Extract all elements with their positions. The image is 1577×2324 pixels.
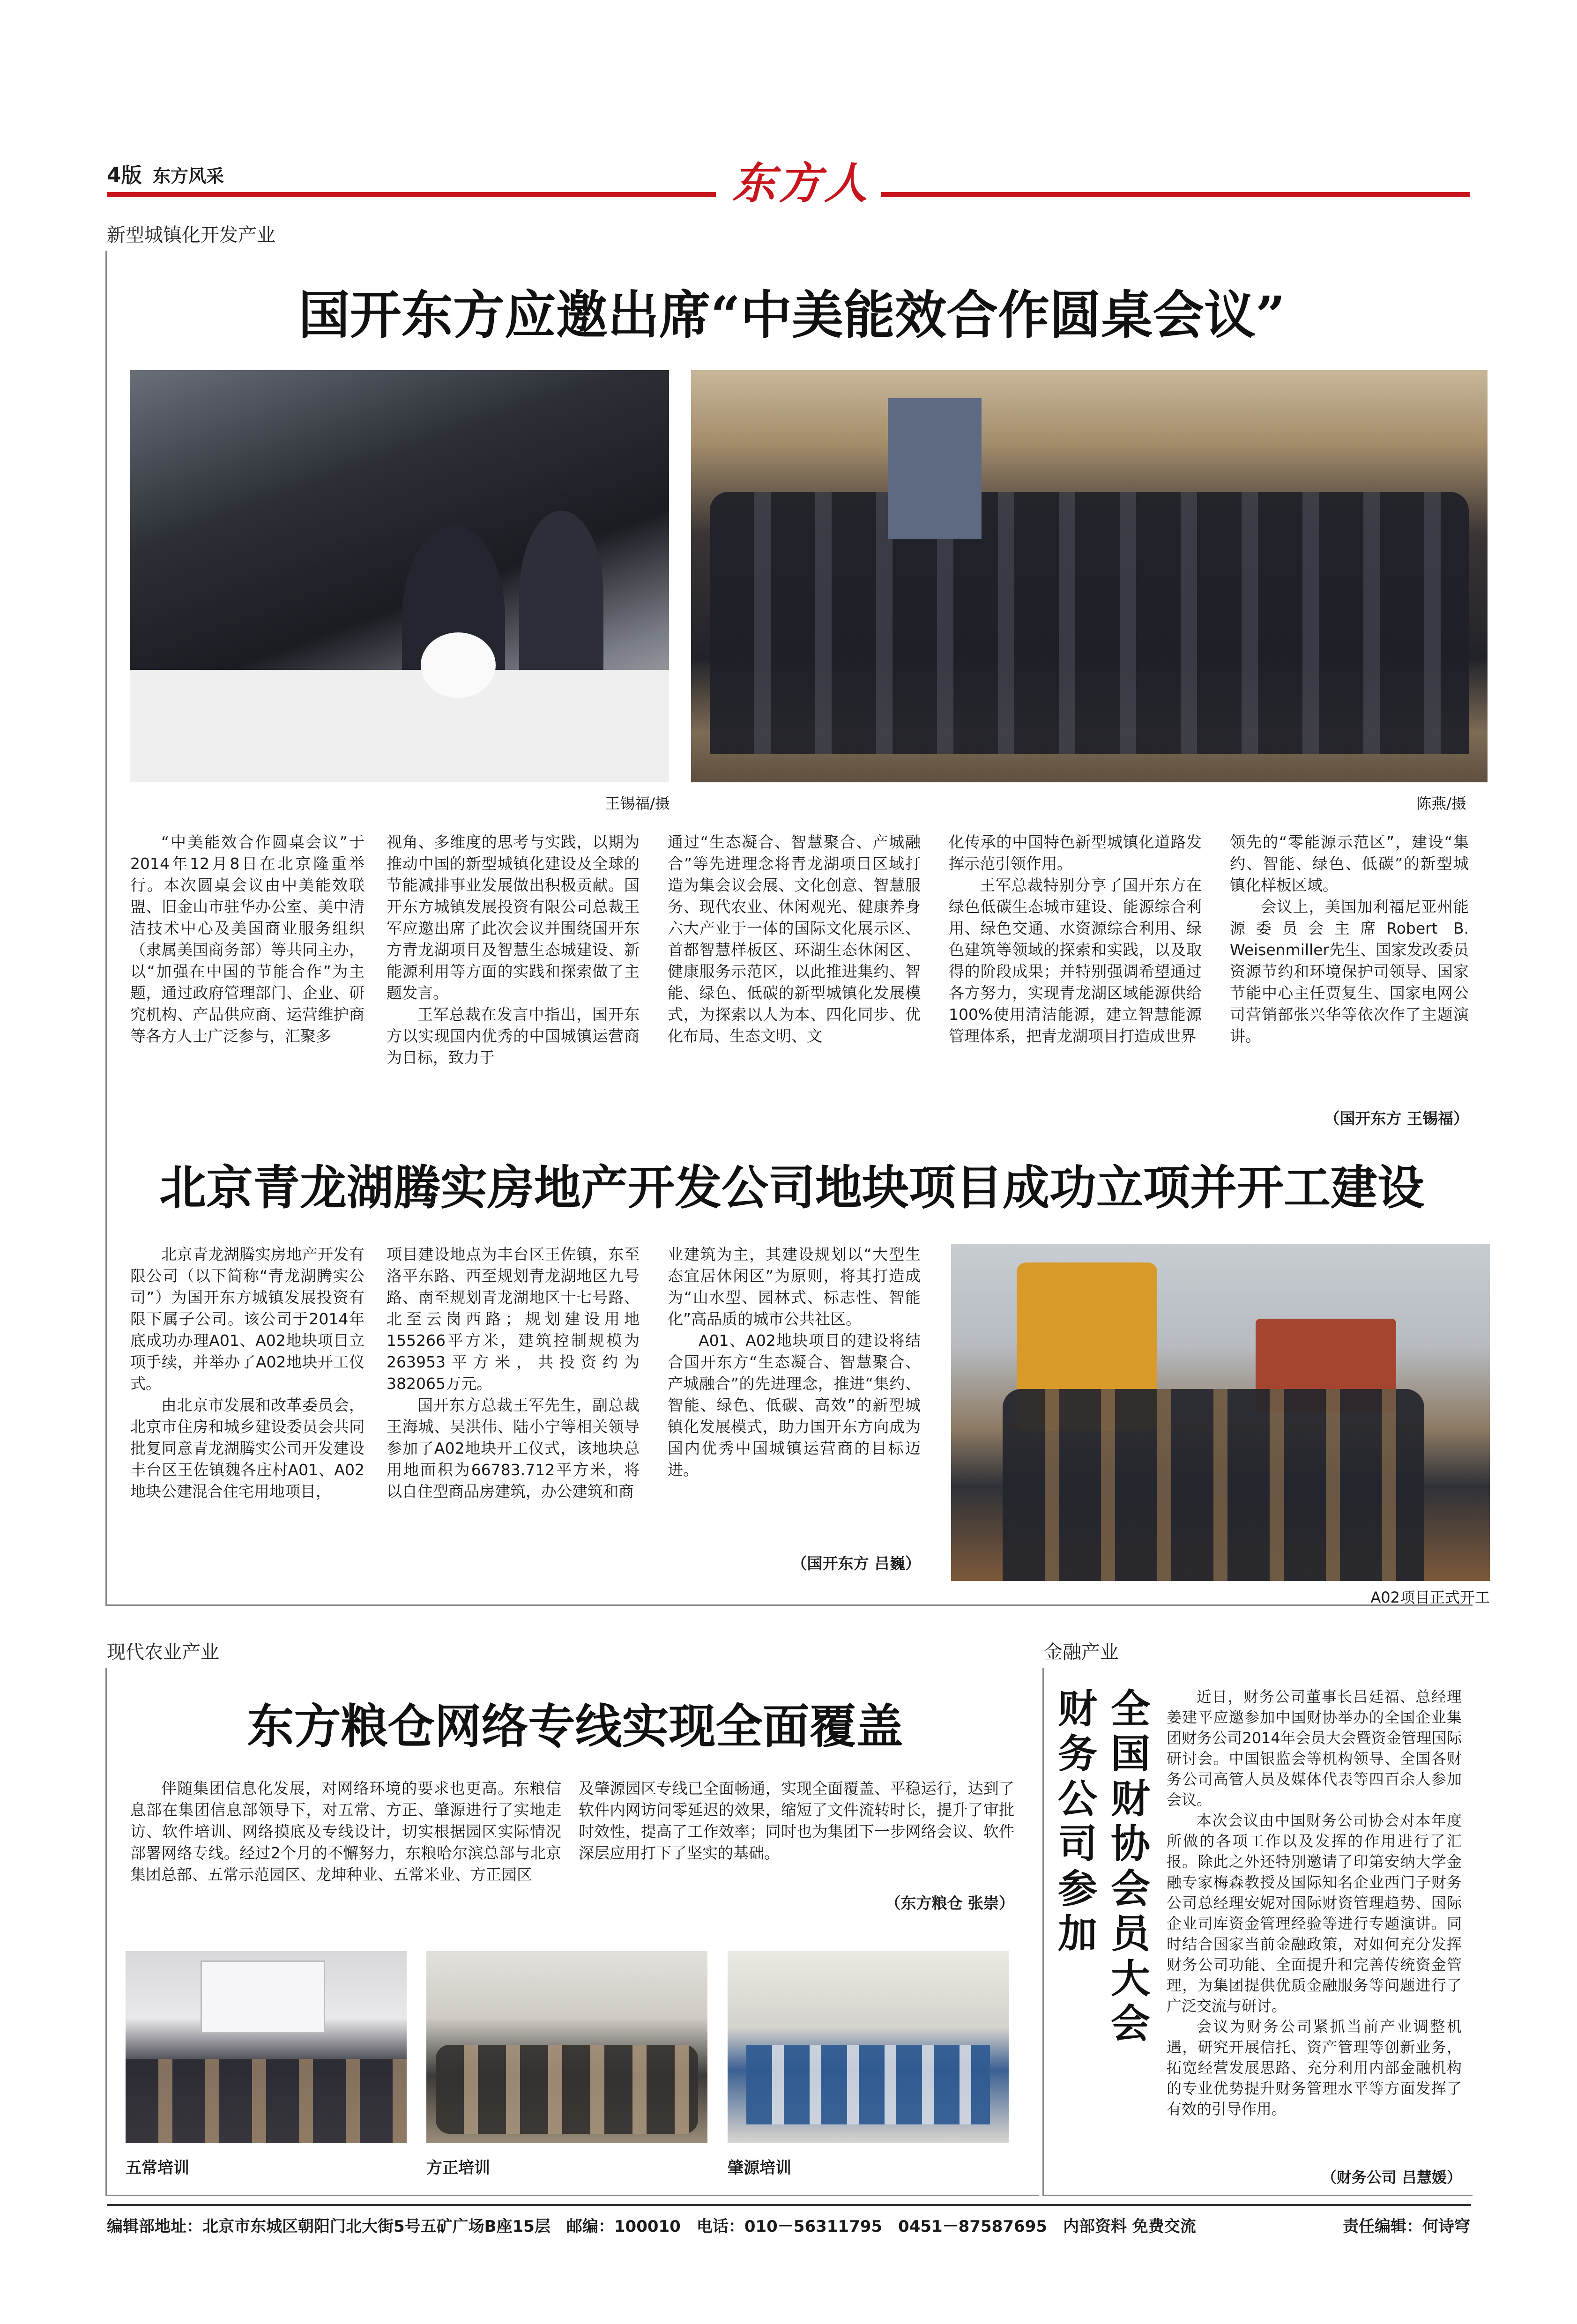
article3-paragraph: 及肇源园区专线已全面畅通，实现全面覆盖、平稳运行，达到了软件内网访问零延迟的效果，缩短了文件流转时长，提升了审批时效性，提高了工作效率；同时也为集团下一步网络会议、软件深层应用打下了坚实的基础。 <box>579 1779 1014 1862</box>
training-photo-wuchang <box>126 1951 407 2143</box>
article1-paragraph: “中美能效合作圆桌会议”于2014年12月8日在北京隆重举行。本次圆桌会议由中美能效联盟、旧金山市驻华办公室、美中清洁技术中心及美国商业服务组织（隶属美国商务部）等共同主办，以“加强在中国的节能合作”为主题，通过政府管理部门、企业、研究机构、产品供应商、运营维护商等各方人士广泛参与，汇聚多 <box>130 833 364 1045</box>
article1-paragraph: 会议上，美国加利福尼亚州能源委员会主席Robert B. Weisenmiller先生、国家发改委员资源节约和环境保护司领导、国家节能中心主任贾复生、国家电网公司营销部张兴华等依次作了主题演讲。 <box>1230 898 1469 1045</box>
article4-signature: （财务公司 吕慧媛） <box>1321 2168 1462 2186</box>
group-row <box>710 492 1469 754</box>
article4-body <box>1167 1686 1462 2160</box>
training-caption-zhaoyuan: 肇源培训 <box>728 2159 791 2177</box>
article1-paragraph: 通过“生态凝合、智慧聚合、产城融合”等先进理念将青龙湖项目区域打造为集会议会展、文化创意、智慧服务、现代农业、休闲观光、健康养身六大产业于一体的国际文化展示区、首都智慧样板区、环湖生态休闲区、健康服务示范区，以此推进集约、智能、绿色、低碳的新型城镇化发展模式，为探索以人为本、四化同步、优化布局、生态文明、文 <box>668 833 921 1045</box>
page-label: 4版 <box>107 163 142 187</box>
group-photo <box>691 370 1488 782</box>
footer-address: 编辑部地址：北京市东城区朝阳门北大街5号五矿广场B座15层 邮编：100010 电话：010－56311795 0451－87587695 内部资料 免费交流 <box>107 2217 1196 2236</box>
section-name: 东方风采 <box>152 166 224 186</box>
article1-column-4 <box>949 832 1202 1131</box>
article1-paragraph: 视角、多维度的思考与实践，以期为推动中国的新型城镇化建设及全球的节能减排事业发展做出积极贡献。国开东方城镇发展投资有限公司总裁王军应邀出席了此次会议并围绕国开东方青龙湖项目及智慧生态城建设、新能源利用等方面的实践和探索做了主题发言。 <box>387 833 640 1002</box>
article2-headline: 北京青龙湖腾实房地产开发公司地块项目成功立项并开工建设 <box>159 1160 1424 1215</box>
article1-paragraph: 化传承的中国特色新型城镇化道路发挥示范引领作用。 <box>949 833 1202 873</box>
footer-editor: 责任编辑：何诗穹 <box>1343 2217 1470 2236</box>
training-caption-wuchang: 五常培训 <box>126 2159 189 2177</box>
article1-paragraph: 王军总裁在发言中指出，国开东方以实现国内优秀的中国城镇运营商为目标，致力于 <box>387 1005 640 1067</box>
category-tag: 金融产业 <box>1044 1641 1119 1663</box>
article1-signature: （国开东方 王锡福） <box>1324 1109 1469 1128</box>
groundbreaking-photo <box>951 1244 1490 1581</box>
flower-arrangement <box>421 632 496 698</box>
training-photo-fangzheng <box>426 1951 707 2143</box>
article3-headline: 东方粮仓网络专线实现全面覆盖 <box>247 1699 903 1754</box>
audience-row <box>126 2059 407 2143</box>
article4-headline-right: 全国财协会员大会 <box>1110 1685 1150 2047</box>
audience-row <box>436 2045 698 2134</box>
article2-paragraph: 由北京市发展和改革委员会，北京市住房和城乡建设委员会共同批复同意青龙湖腾实公司开发建设丰台区王佐镇魏各庄村A01、A02地块公建混合住宅用地项目， <box>130 1396 364 1500</box>
photo1-credit: 王锡福/摄 <box>605 794 670 812</box>
article4-paragraph: 近日，财务公司董事长吕廷福、总经理姜建平应邀参加中国财协举办的全国企业集团财务公司2014年会员大会暨资金管理国际研讨会。中国银监会等机构领导、全国各财务公司高管人员及媒体代表等四百余人参加会议。 <box>1167 1688 1462 1809</box>
article2-signature: （国开东方 吕巍） <box>791 1554 921 1573</box>
stage-banner <box>888 398 982 539</box>
audience-row <box>746 2045 990 2124</box>
article3-paragraph: 伴随集团信息化发展，对网络环境的要求也更高。东粮信息部在集团信息部领导下，对五常、方正、肇源进行了实地走访、软件培训、网络摸底及专线设计，切实根据园区实际情况部署网络专线。经过2个月的不懈努力，东粮哈尔滨总部与北京集团总部、五常示范园区、龙坤种业、五常米业、方正园区 <box>130 1779 561 1884</box>
projection-screen <box>201 1960 325 2034</box>
article4-paragraph: 会议为财务公司紧抓当前产业调整机遇，研究开展信托、资产管理等创新业务，拓宽经营发展思路、充分利用内部金融机构的专业优势提升财务管理水平等方面发挥了有效的引导作用。 <box>1167 2018 1462 2118</box>
brand-logo: 东方人 <box>732 158 870 208</box>
article1-column-3 <box>668 832 921 1131</box>
article4-headline-left: 财务公司参加 <box>1057 1685 1097 1957</box>
masthead-rule-left <box>107 192 716 197</box>
article1-paragraph: 王军总裁特别分享了国开东方在绿色低碳生态城市建设、能源综合利用、绿色交通、水资源综合利用、绿色建筑等领域的探索和实践，以及取得的阶段成果；并特别强调希望通过各方努力，实现青龙湖区域能源供给100%使用清洁能源，建立智慧能源管理体系，把青龙湖项目打造成世界 <box>949 876 1202 1045</box>
article3-signature: （东方粮仓 张崇） <box>885 1894 1014 1912</box>
page-number <box>107 158 224 188</box>
article1-headline: 国开东方应邀出席“中美能效合作圆桌会议” <box>298 285 1286 345</box>
article3-column-1 <box>130 1778 561 1932</box>
article2-photo-caption: A02项目正式开工 <box>1370 1589 1490 1606</box>
meeting-photo <box>130 370 669 782</box>
photo2-credit: 陈燕/摄 <box>1416 794 1466 812</box>
article2-paragraph: 业建筑为主，其建设规划以“大型生态宜居休闲区”为原则，将其打造成为“山水型、园林式、标志性、智能化”高品质的城市公共社区。 <box>668 1245 921 1328</box>
article1-column-2 <box>387 832 640 1131</box>
article2-paragraph: A01、A02地块项目的建设将结合国开东方“生态凝合、智慧聚合、产城融合”的先进理念，推进“集约、智能、绿色、低碳、高效”的新型城镇化发展模式，助力国开东方向成为国内优秀中国城镇运营商的目标迈进。 <box>668 1331 921 1479</box>
article1-column-1 <box>130 832 364 1131</box>
article4-paragraph: 本次会议由中国财务公司协会对本年度所做的各项工作以及发挥的作用进行了汇报。除此之外还特别邀请了印第安纳大学金融专家梅森教授及国际知名企业西门子财务公司总经理安妮对国际财资管理趋势、国际企业司库资金管理经验等进行专题演讲。同时结合国家当前金融政策，对如何充分发挥财务公司功能、全面提升和完善传统资金管理，为集团提供优质金融服务等问题进行了广泛交流与研讨。 <box>1167 1812 1462 2015</box>
article1-paragraph: 领先的“零能源示范区”，建设“集约、智能、绿色、低碳”的新型城镇化样板区域。 <box>1230 833 1469 894</box>
article1-column-5 <box>1230 832 1469 1094</box>
article2-paragraph: 北京青龙湖腾实房地产开发有限公司（以下简称“青龙湖腾实公司”）为国开东方城镇发展投资有限下属子公司。该公司于2014年底成功办理A01、A02地块项目立项手续，并举办了A02地块开工仪式。 <box>130 1245 364 1393</box>
article2-column-3 <box>668 1244 921 1548</box>
article3-column-2 <box>579 1778 1014 1890</box>
category-tag: 新型城镇化开发产业 <box>107 224 275 246</box>
training-photo-zhaoyuan <box>728 1951 1009 2143</box>
article2-paragraph: 国开东方总裁王军先生，副总裁王海城、吴洪伟、陆小宁等相关领导参加了A02地块开工仪式，该地块总用地面积为66783.712平方米，将以自住型商品房建筑，办公建筑和商 <box>387 1396 640 1500</box>
footer-rule <box>107 2204 1471 2206</box>
conference-table <box>130 670 669 782</box>
article2-paragraph: 项目建设地点为丰台区王佐镇，东至洛平东路、西至规划青龙湖地区九号路、南至规划青龙湖地区十七号路、北至云岗西路；规划建设用地155266平方米，建筑控制规模为263953平方米，共投资约为382065万元。 <box>387 1245 640 1393</box>
category-tag: 现代农业产业 <box>107 1641 219 1663</box>
article2-column-1 <box>130 1244 364 1586</box>
article2-column-2 <box>387 1244 640 1586</box>
person-figure <box>519 511 603 679</box>
masthead-rule-right <box>881 192 1470 197</box>
group-row <box>1003 1389 1424 1581</box>
training-caption-fangzheng: 方正培训 <box>426 2159 490 2177</box>
